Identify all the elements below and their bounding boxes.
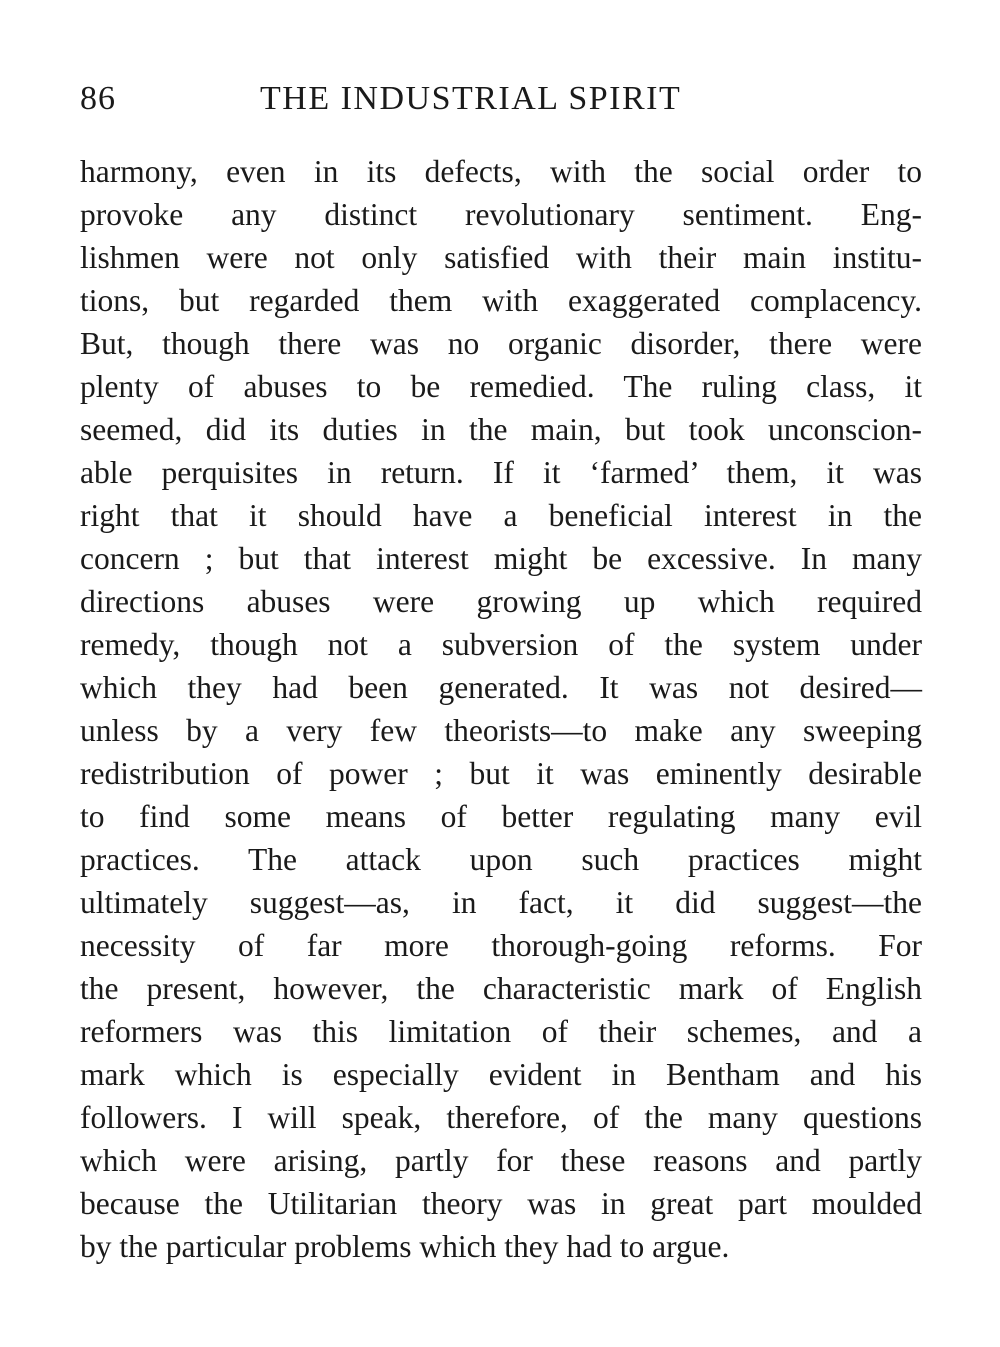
page-number: 86 [80, 80, 116, 117]
text-line: by the particular problems which they had to argue. [80, 1229, 730, 1264]
text-line: able perquisites in return. If it ‘farmed’ them, it was [80, 455, 922, 490]
text-line: mark which is especially evident in Bentham and his [80, 1057, 922, 1092]
text-line: because the Utilitarian theory was in great part moulded [80, 1186, 922, 1221]
text-line: lishmen were not only satisfied with their main institu- [80, 240, 922, 275]
text-line: which were arising, partly for these reasons and partly [80, 1143, 922, 1178]
text-line: provoke any distinct revolutionary sentiment. Eng- [80, 197, 922, 232]
text-line: plenty of abuses to be remedied. The ruling class, it [80, 369, 922, 404]
body-paragraph [80, 150, 922, 1268]
text-line: tions, but regarded them with exaggerated complacency. [80, 283, 922, 318]
text-line: necessity of far more thorough-going reforms. For [80, 928, 922, 963]
text-line: followers. I will speak, therefore, of the many questions [80, 1100, 922, 1135]
text-line: to find some means of better regulating many evil [80, 799, 922, 834]
text-line: unless by a very few theorists—to make any sweeping [80, 713, 922, 748]
text-line: But, though there was no organic disorder, there were [80, 326, 922, 361]
text-line: concern ; but that interest might be excessive. In many [80, 541, 922, 576]
text-line: directions abuses were growing up which required [80, 584, 922, 619]
running-head: THE INDUSTRIAL SPIRIT [260, 80, 682, 117]
page-header [80, 70, 920, 130]
text-line: the present, however, the characteristic mark of English [80, 971, 922, 1006]
text-line: ultimately suggest—as, in fact, it did suggest—the [80, 885, 922, 920]
text-line: right that it should have a beneficial interest in the [80, 498, 922, 533]
text-line: harmony, even in its defects, with the social order to [80, 154, 922, 189]
text-line: remedy, though not a subversion of the system under [80, 627, 922, 662]
text-line: redistribution of power ; but it was eminently desirable [80, 756, 922, 791]
text-line: reformers was this limitation of their schemes, and a [80, 1014, 922, 1049]
text-line: which they had been generated. It was not desired— [80, 670, 922, 705]
text-line: seemed, did its duties in the main, but took unconscion- [80, 412, 922, 447]
text-line: practices. The attack upon such practices might [80, 842, 922, 877]
